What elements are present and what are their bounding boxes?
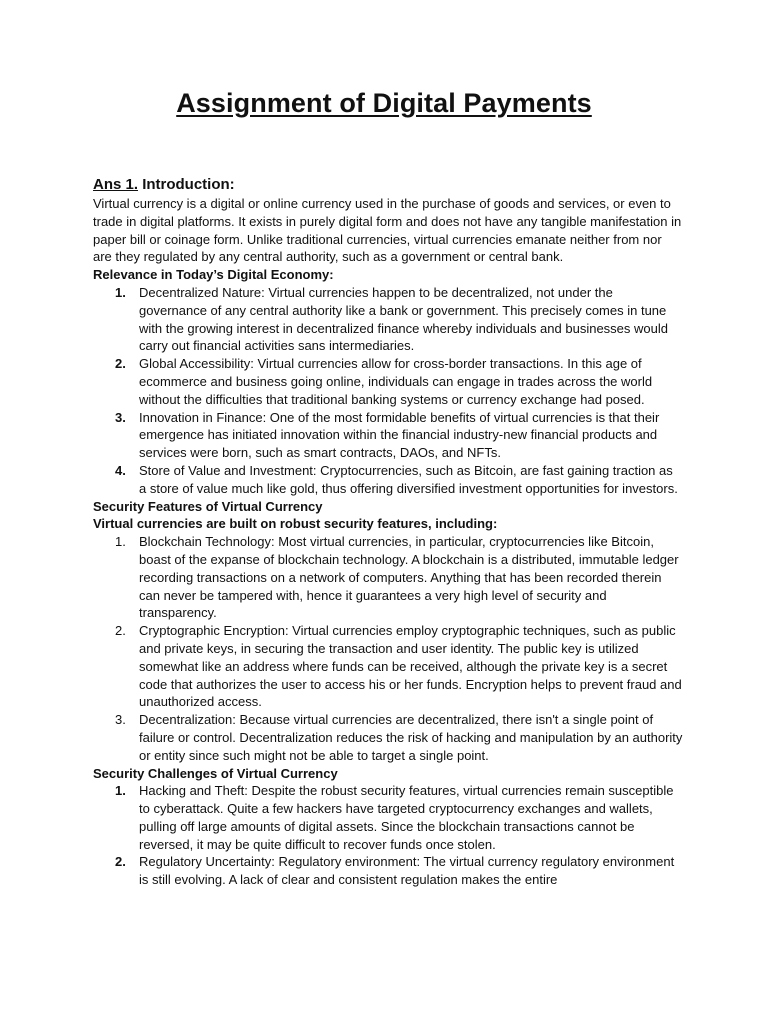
list-number: 4. [115, 462, 126, 478]
list-item-text: Global Accessibility: Virtual currencies allow for cross-border transactions. In this age of ecommerce and business going online, individuals can engage in trades across the world without the difficulties that traditional banking systems or currency exchange had posed. [139, 356, 653, 407]
list-item [93, 409, 683, 462]
relevance-heading: Relevance in Today’s Digital Economy: [93, 267, 334, 283]
list-item-text: Regulatory Uncertainty: Regulatory environment: The virtual currency regulatory environment is still evolving. A lack of clear and consistent regulation makes the entire [139, 854, 675, 888]
list-item-text: Decentralized Nature: Virtual currencies happen to be decentralized, not under the governance of any central authority like a bank or government. This precisely comes in tune with the growing interest in decentralized finance whereby individuals and businesses would carry out financial activities sans intermediaries. [139, 284, 668, 354]
list-number: 2. [115, 854, 126, 870]
list-item-text: Cryptographic Encryption: Virtual currencies employ cryptographic techniques, such as public and private keys, in securing the transaction and user identity. The public key is utilized somewhat like an address where funds can be received, although the private key is a secret code that authorizes the user to access his or her funds. Encryption helps to prevent fraud and unauthorized access. [139, 623, 682, 710]
list-item [93, 284, 683, 355]
list-number: 2. [115, 623, 126, 639]
list-item [93, 622, 683, 711]
security-challenges-list [93, 782, 683, 889]
list-number: 3. [115, 712, 126, 728]
list-item [93, 462, 683, 498]
list-number: 1. [115, 534, 126, 550]
security-features-subheading: Virtual currencies are built on robust security features, including: [93, 516, 498, 532]
relevance-list [93, 284, 683, 498]
list-item [93, 355, 683, 408]
page-title: Assignment of Digital Payments [176, 88, 592, 118]
list-item [93, 853, 683, 889]
list-item-text: Innovation in Finance: One of the most formidable benefits of virtual currencies is that their emergence has initiated innovation within the financial industry-new financial products and services were born, such as smart contracts, DAOs, and NFTs. [139, 409, 660, 461]
list-item [93, 711, 683, 764]
list-number: 1. [115, 783, 126, 799]
list-item [93, 533, 683, 622]
security-features-heading: Security Features of Virtual Currency [93, 498, 323, 514]
answer-heading-text: Introduction: [142, 176, 235, 193]
list-number: 1. [115, 284, 126, 300]
answer-label: Ans 1. [93, 176, 139, 193]
list-item-text: Store of Value and Investment: Cryptocurrencies, such as Bitcoin, are fast gaining traction as a store of value much like gold, thus offering diversified investment opportunities for investors. [139, 462, 678, 496]
security-challenges-heading: Security Challenges of Virtual Currency [93, 765, 338, 781]
list-number: 2. [115, 356, 126, 372]
document-body [93, 176, 683, 889]
security-features-list [93, 533, 683, 764]
answer-heading [93, 176, 683, 194]
list-item-text: Decentralization: Because virtual currencies are decentralized, there isn't a single point of failure or control. Decentralization reduces the risk of hacking and manipulation by an authority or entity since such might not be able to target a single point. [139, 712, 683, 763]
intro-paragraph: Virtual currency is a digital or online currency used in the purchase of goods and services, or even to trade in digital platforms. It exists in purely digital form and does not have any tangible manifestation in paper bill or coinage form. Unlike traditional currencies, virtual currencies emanate neither from nor are they regulated by any central authority, such as a government or central bank. [93, 196, 682, 265]
list-item [93, 782, 683, 853]
list-number: 3. [115, 409, 126, 425]
list-item-text: Hacking and Theft: Despite the robust security features, virtual currencies remain susceptible to cyberattack. Quite a few hackers have targeted cryptocurrency exchanges and wallets, pulling off large amounts of digital assets. Since the blockchain transactions cannot be reversed, it may be quite difficult to recover funds once stolen. [139, 783, 674, 852]
list-item-text: Blockchain Technology: Most virtual currencies, in particular, cryptocurrencies like Bitcoin, boast of the expanse of blockchain technology. A blockchain is a distributed, immutable ledger recording transactions on a network of computers. Anything that has been recorded therein can never be tampered with, hence it guarantees a very high level of security and transparency. [139, 534, 679, 621]
